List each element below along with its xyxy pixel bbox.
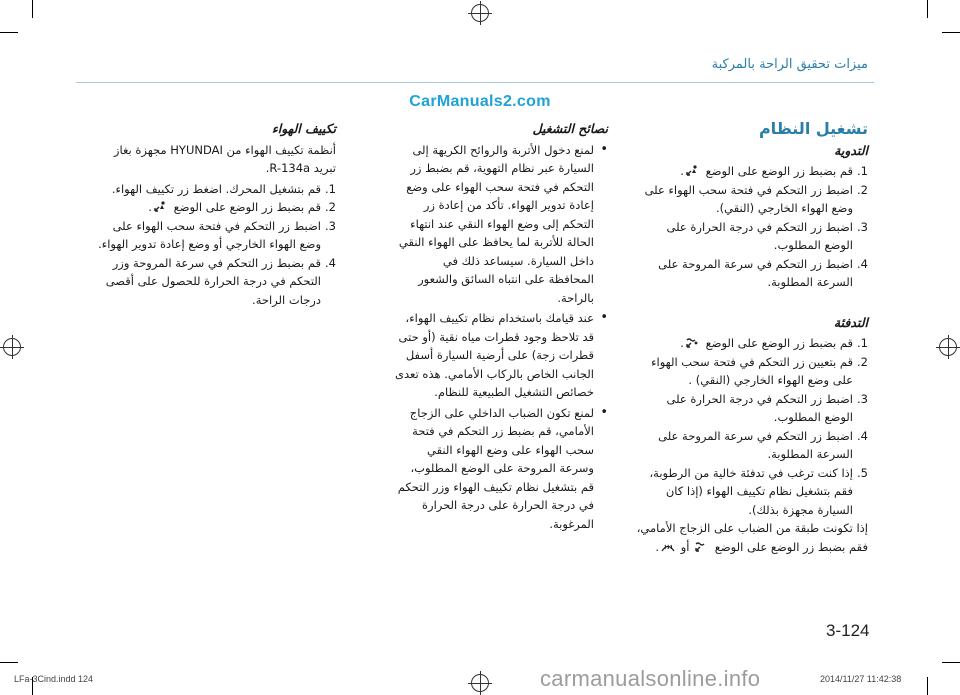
header-divider	[76, 82, 874, 83]
dehumidify-steps	[636, 334, 868, 519]
registration-mark-icon	[939, 338, 957, 356]
list-item: 1. قم بضبط زر الوضع على الوضع .	[680, 164, 868, 178]
list-item: 5. إذا كنت ترغب في تدفئة خالية من الرطوبة، فقم بتشغيل نظام تكييف الهواء (إذا كان السيارة مجهزة بذلك).	[649, 465, 868, 517]
list-item: 1. قم بضبط زر الوضع على الوضع .	[680, 336, 868, 350]
heating-subtitle: التدوية	[834, 142, 868, 158]
crop-mark	[942, 32, 960, 33]
crop-mark	[927, 0, 928, 18]
crop-mark	[0, 32, 18, 33]
defrost-front-icon	[661, 539, 675, 550]
list-item: 4. قم بضبط زر التحكم في سرعة المروحة وزر التحكم في درجة الحرارة للحصول على أقصى درجات الراحة.	[105, 255, 336, 307]
list-item: 2. قم بضبط زر الوضع على الوضع .	[148, 200, 336, 214]
watermark-top: CarManuals2.com	[409, 93, 551, 110]
crop-mark	[927, 677, 928, 695]
operation-tips-title: نصائح التشغيل	[532, 121, 608, 136]
crop-mark	[0, 662, 18, 663]
defrost-floor-icon	[695, 539, 709, 550]
air-conditioning-title: تكييف الهواء	[271, 121, 336, 136]
watermark-bottom: carmanualsonline.info	[540, 666, 761, 691]
list-item: 4. اضبط زر التحكم في سرعة المروحة على السرعة المطلوبة.	[658, 428, 868, 461]
dehumidify-note: إذا تكونت طبقة من الضباب على الزجاج الأمامي، فقم بضبط زر الوضع على الوضع أو .	[636, 521, 868, 554]
system-operation-title: تشغيل النظام	[758, 119, 868, 138]
list-item: 2. اضبط زر التحكم في فتحة سحب الهواء على وضع الهواء الخارجي (النقي).	[644, 182, 868, 215]
crop-mark	[942, 662, 960, 663]
floor-vent-icon	[686, 163, 700, 174]
list-item: • لمنع دخول الأتربة والروائح الكريهة إلى السيارة عبر نظام التهوية، قم بضبط زر التحكم في فتحة سحب الهواء على وضع إعادة تدوير الهواء. تأكد من إعادة زر التحكم إلى وضع الهواء النقي عند انتهاء الحالة للأتربة لما يحافظ على الهواء النقي داخل السيارة. سيساعد ذلك في المحافظة على انتباه السائق والشعور بالراحة.	[394, 141, 608, 308]
registration-mark-icon	[471, 674, 489, 692]
air-conditioning-column	[98, 120, 336, 309]
list-item: 3. اضبط زر التحكم في درجة الحرارة على الوضع المطلوب.	[666, 391, 868, 424]
section-header: ميزات تحقيق الراحة بالمركبة	[711, 57, 868, 72]
list-item: 3. اضبط زر التحكم في فتحة سحب الهواء على وضع الهواء الخارجي أو وضع إعادة تدوير الهواء.	[98, 218, 336, 251]
registration-mark-icon	[3, 338, 21, 356]
list-item: • عند قيامك باستخدام نظام تكييف الهواء، قد تلاحظ وجود قطرات مياه نقية (أو حتى قطرات زجة) على أرضية السيارة أسفل الجانب الخاص بالركاب الأمامي. هذه تعدى خصائص التشغيل الطبيعية للنظام.	[394, 309, 608, 402]
list-item: 2. قم بتعيين زر التحكم في فتحة سحب الهواء على وضع الهواء الخارجي (النقي) .	[651, 354, 868, 387]
operation-tips-column	[394, 120, 608, 535]
system-operation-column	[636, 120, 868, 558]
air-conditioning-steps	[98, 180, 336, 310]
operation-tips-list	[394, 141, 608, 534]
list-item: 3. اضبط زر التحكم في درجة الحرارة على الوضع المطلوب.	[666, 219, 868, 252]
registration-mark-icon	[471, 4, 489, 22]
footer-date: 2014/11/27 11:42:38	[820, 674, 902, 684]
footer-filename: LFa-3Cind.indd 124	[14, 674, 94, 684]
dehumidify-subtitle: التدفئة	[833, 314, 868, 330]
floor-vent-icon	[154, 199, 168, 210]
air-conditioning-intro: أنظمة تكييف الهواء من HYUNDAI مجهزة بغاز تبريد R-134a.	[113, 142, 336, 175]
page-number: 3-124	[826, 621, 870, 640]
crop-mark	[32, 0, 33, 18]
list-item: • لمنع تكون الضباب الداخلي على الزجاج الأمامي، قم بضبط زر التحكم في فتحة سحب الهواء على وضع الهواء النقي وسرعة المروحة على الوضع المطلوب، قم بتشغيل نظام تكييف الهواء وزر التحكم في درجة الحرارة على درجة الحرارة المرغوبة.	[394, 404, 608, 534]
list-item: 1. قم بتشغيل المحرك. اضغط زر تكييف الهواء.	[111, 181, 336, 196]
defrost-floor-icon	[686, 335, 700, 346]
list-item: 4. اضبط زر التحكم في سرعة المروحة على السرعة المطلوبة.	[658, 256, 868, 289]
heating-steps	[636, 162, 868, 292]
